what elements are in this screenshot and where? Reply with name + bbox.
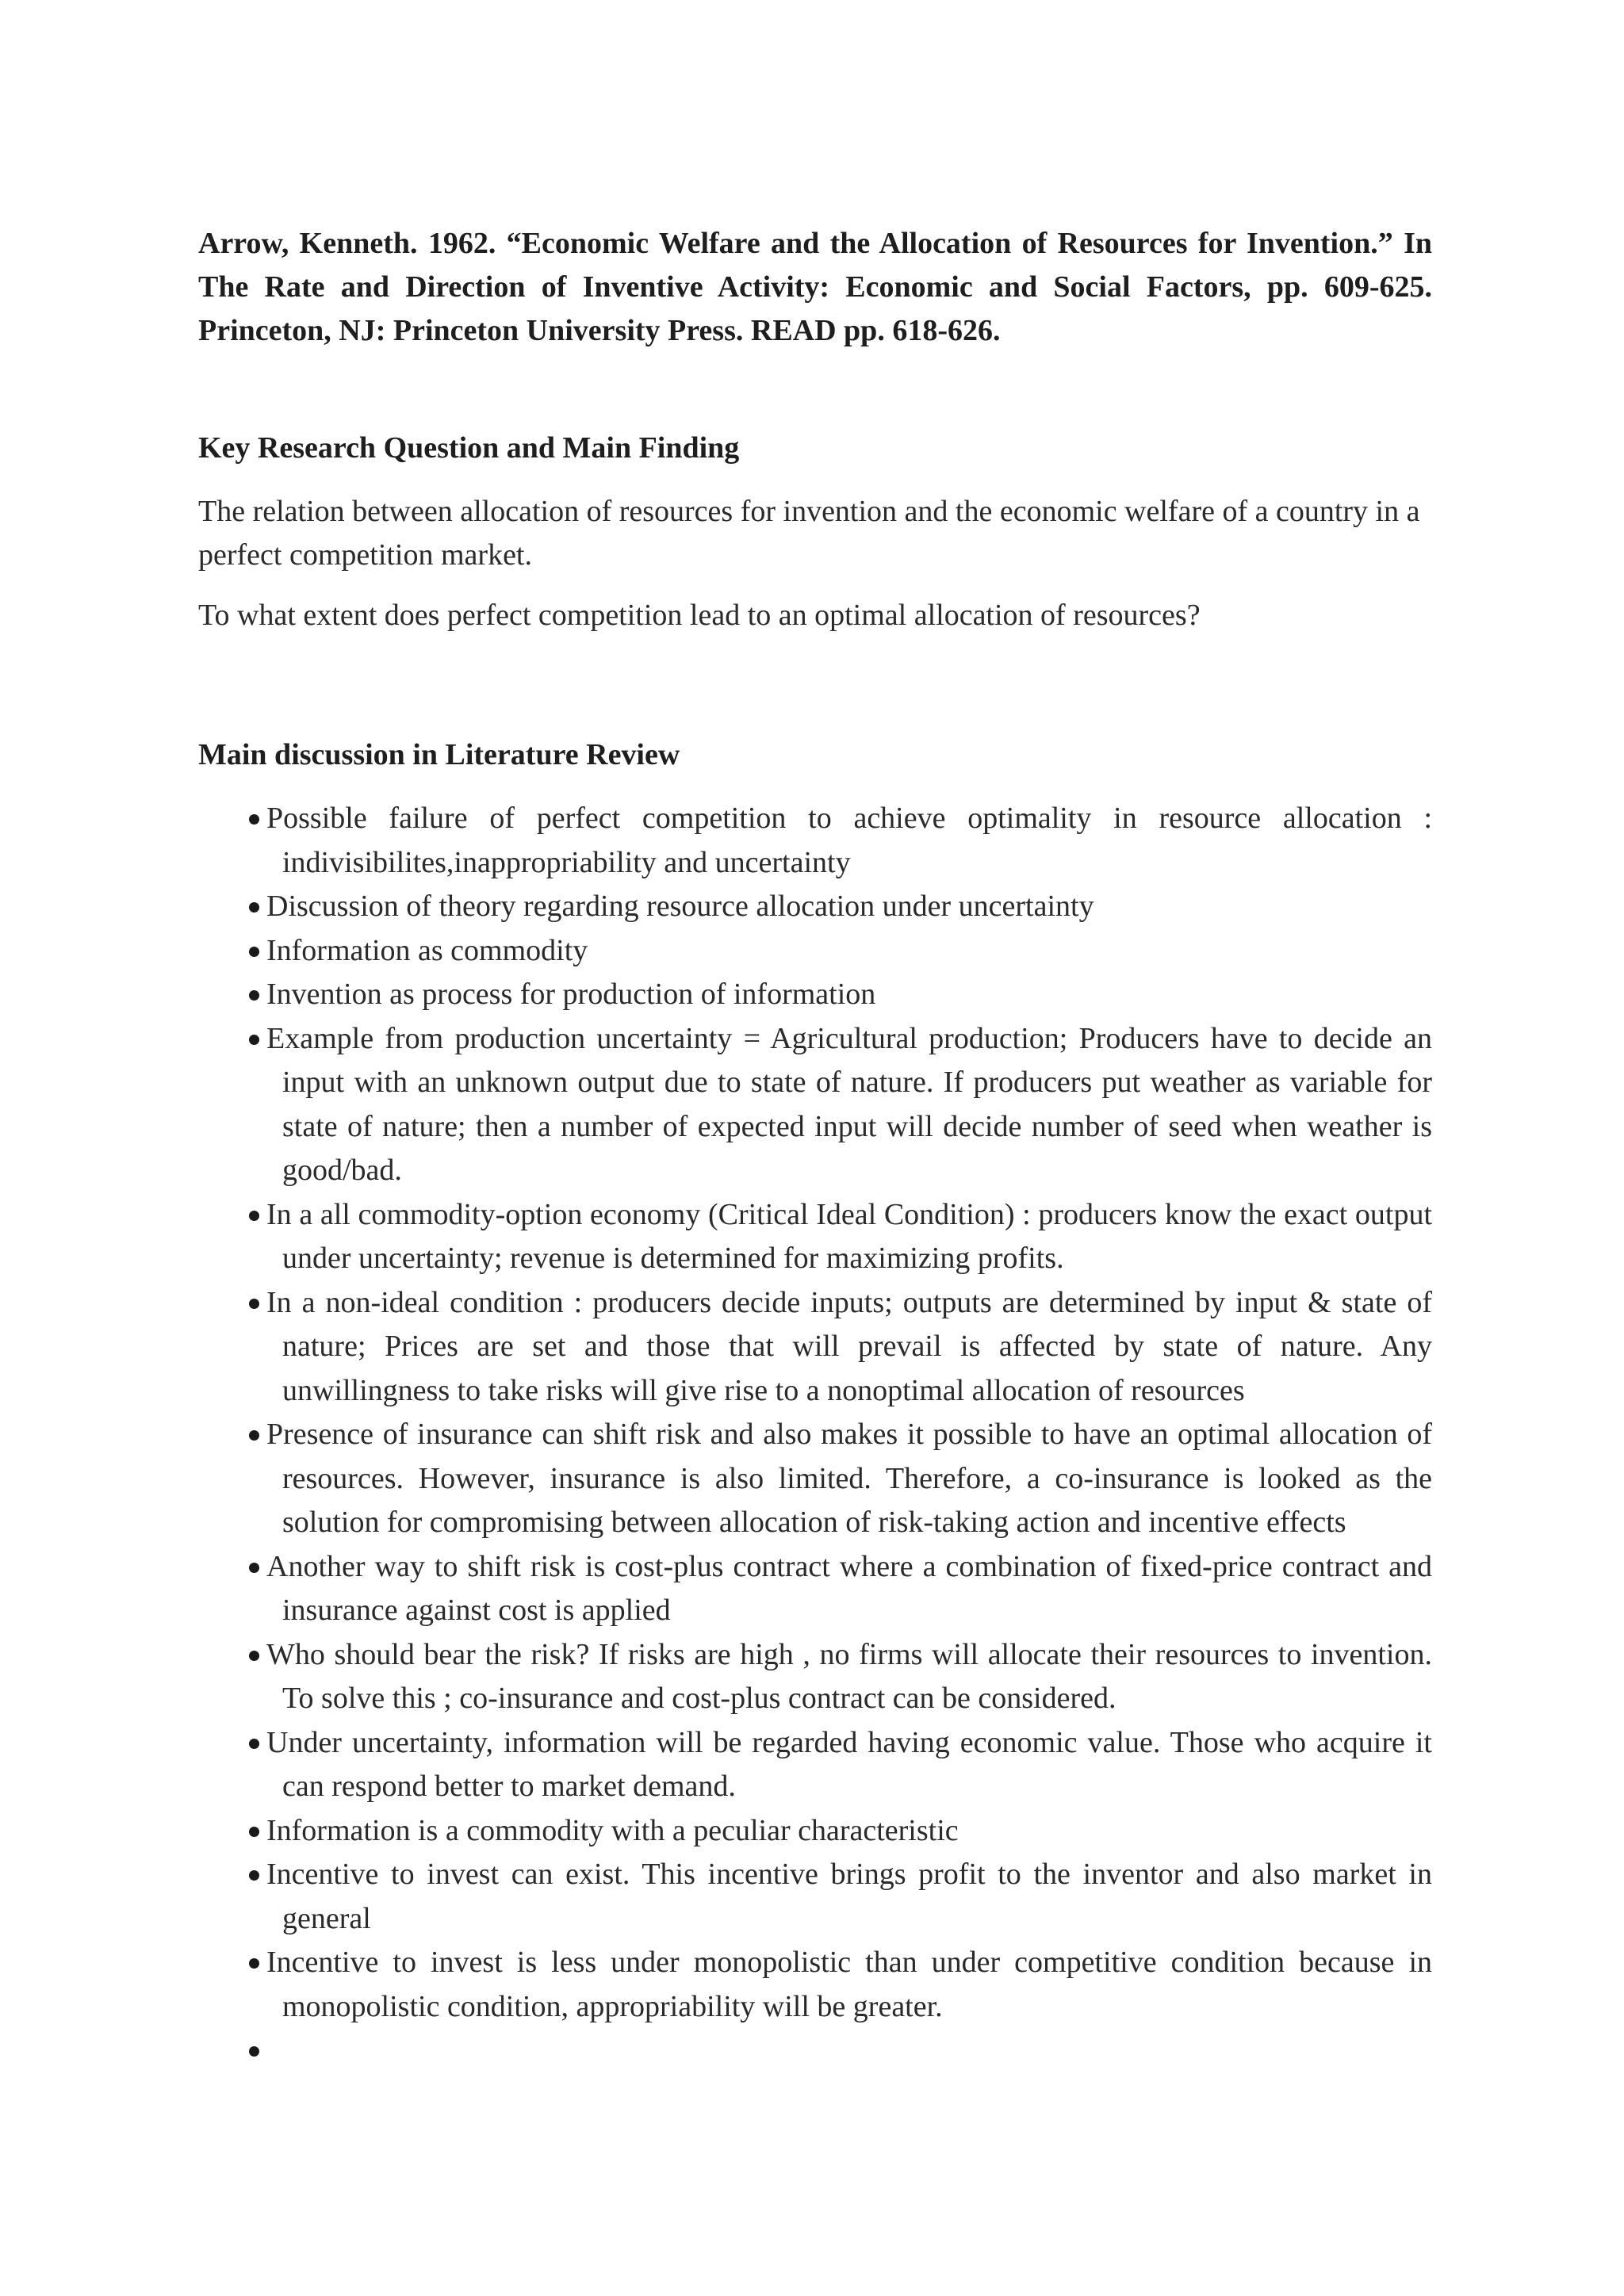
list-item	[198, 1017, 1432, 1193]
list-item	[198, 1413, 1432, 1545]
citation: Arrow, Kenneth. 1962. “Economic Welfare and the Allocation of Resources for Invention.” In The Rate and Direction of Inventive Activity: Economic and Social Factors, pp. 609-625. Princeton, NJ: Princeton University Press. READ pp. 618-626.	[198, 227, 1432, 347]
list-item	[198, 1633, 1432, 1721]
literature-bullet-list	[198, 797, 1432, 2073]
bullet-dot-icon	[249, 902, 259, 913]
bullet-dot-icon	[249, 1211, 259, 1221]
heading-literature-review: Main discussion in Literature Review	[198, 738, 680, 771]
bullet-dot-icon	[249, 1739, 259, 1749]
list-item-text: In a non-ideal condition : producers decide inputs; outputs are determined by input & state of nature; Prices are set and those that will prevail is affected by state of nature. Any unwillingness to take risks will give rise to a nonoptimal allocation of resources	[266, 1285, 1432, 1407]
document-content	[198, 222, 1432, 2073]
bullet-dot-icon	[249, 1299, 259, 1309]
list-item-text: Another way to shift risk is cost-plus contract where a combination of fixed-price contract and insurance against cost is applied	[266, 1549, 1432, 1627]
list-item	[198, 1809, 1432, 1854]
list-item	[198, 929, 1432, 974]
list-item-text: Incentive to invest can exist. This incentive brings profit to the inventor and also market in general	[266, 1858, 1432, 1935]
list-item-text: Information is a commodity with a peculiar characteristic	[266, 1813, 959, 1847]
paragraph-research-question: To what extent does perfect competition lead to an optimal allocation of resources?	[198, 599, 1201, 632]
list-item	[198, 1721, 1432, 1809]
list-item	[198, 1545, 1432, 1633]
list-item	[198, 797, 1432, 885]
list-item-text: Invention as process for production of information	[266, 978, 876, 1011]
list-item-text: Who should bear the risk? If risks are high , no firms will allocate their resources to invention. To solve this ; co-insurance and cost-plus contract can be considered.	[266, 1637, 1432, 1715]
list-item	[198, 885, 1432, 929]
bullet-dot-icon	[249, 990, 259, 1001]
paragraph-research-relation: The relation between allocation of resources for invention and the economic welfare of a country in a perfect competition market.	[198, 495, 1420, 572]
bullet-dot-icon	[249, 1035, 259, 1045]
bullet-dot-icon	[249, 2046, 259, 2057]
list-item-text: Presence of insurance can shift risk and also makes it possible to have an optimal allocation of resources. However, insurance is also limited. Therefore, a co-insurance is looked as the solution for compromising between allocation of risk-taking action and incentive effects	[266, 1418, 1432, 1539]
list-item-text: In a all commodity-option economy (Critical Ideal Condition) : producers know the exact output under uncertainty; revenue is determined for maximizing profits.	[266, 1197, 1432, 1275]
bullet-dot-icon	[249, 814, 259, 825]
list-item-text: Possible failure of perfect competition to achieve optimality in resource allocation : indivisibilites,inappropriability and uncertainty	[266, 802, 1432, 879]
list-item-text: Example from production uncertainty = Agricultural production; Producers have to decide an input with an unknown output due to state of nature. If producers put weather as variable for state of nature; then a number of expected input will decide number of seed when weather is good/bad.	[266, 1021, 1432, 1187]
list-item-empty	[198, 2029, 1432, 2073]
list-item-text: Discussion of theory regarding resource allocation under uncertainty	[266, 890, 1094, 923]
list-item	[198, 1941, 1432, 2029]
bullet-dot-icon	[249, 947, 259, 957]
list-item-text: Information as commodity	[266, 933, 588, 967]
bullet-dot-icon	[249, 1827, 259, 1837]
bullet-dot-icon	[249, 1563, 259, 1573]
bullet-dot-icon	[249, 1430, 259, 1441]
bullet-dot-icon	[249, 1651, 259, 1661]
list-item	[198, 973, 1432, 1017]
list-item-text: Under uncertainty, information will be regarded having economic value. Those who acquire it can respond better to market demand.	[266, 1725, 1432, 1803]
list-item	[198, 1193, 1432, 1281]
bullet-dot-icon	[249, 1870, 259, 1881]
list-item	[198, 1853, 1432, 1941]
heading-key-research-question: Key Research Question and Main Finding	[198, 431, 740, 465]
bullet-dot-icon	[249, 1958, 259, 1969]
list-item-text: Incentive to invest is less under monopolistic than under competitive condition because in monopolistic condition, appropriability will be greater.	[266, 1946, 1432, 2023]
list-item	[198, 1281, 1432, 1414]
